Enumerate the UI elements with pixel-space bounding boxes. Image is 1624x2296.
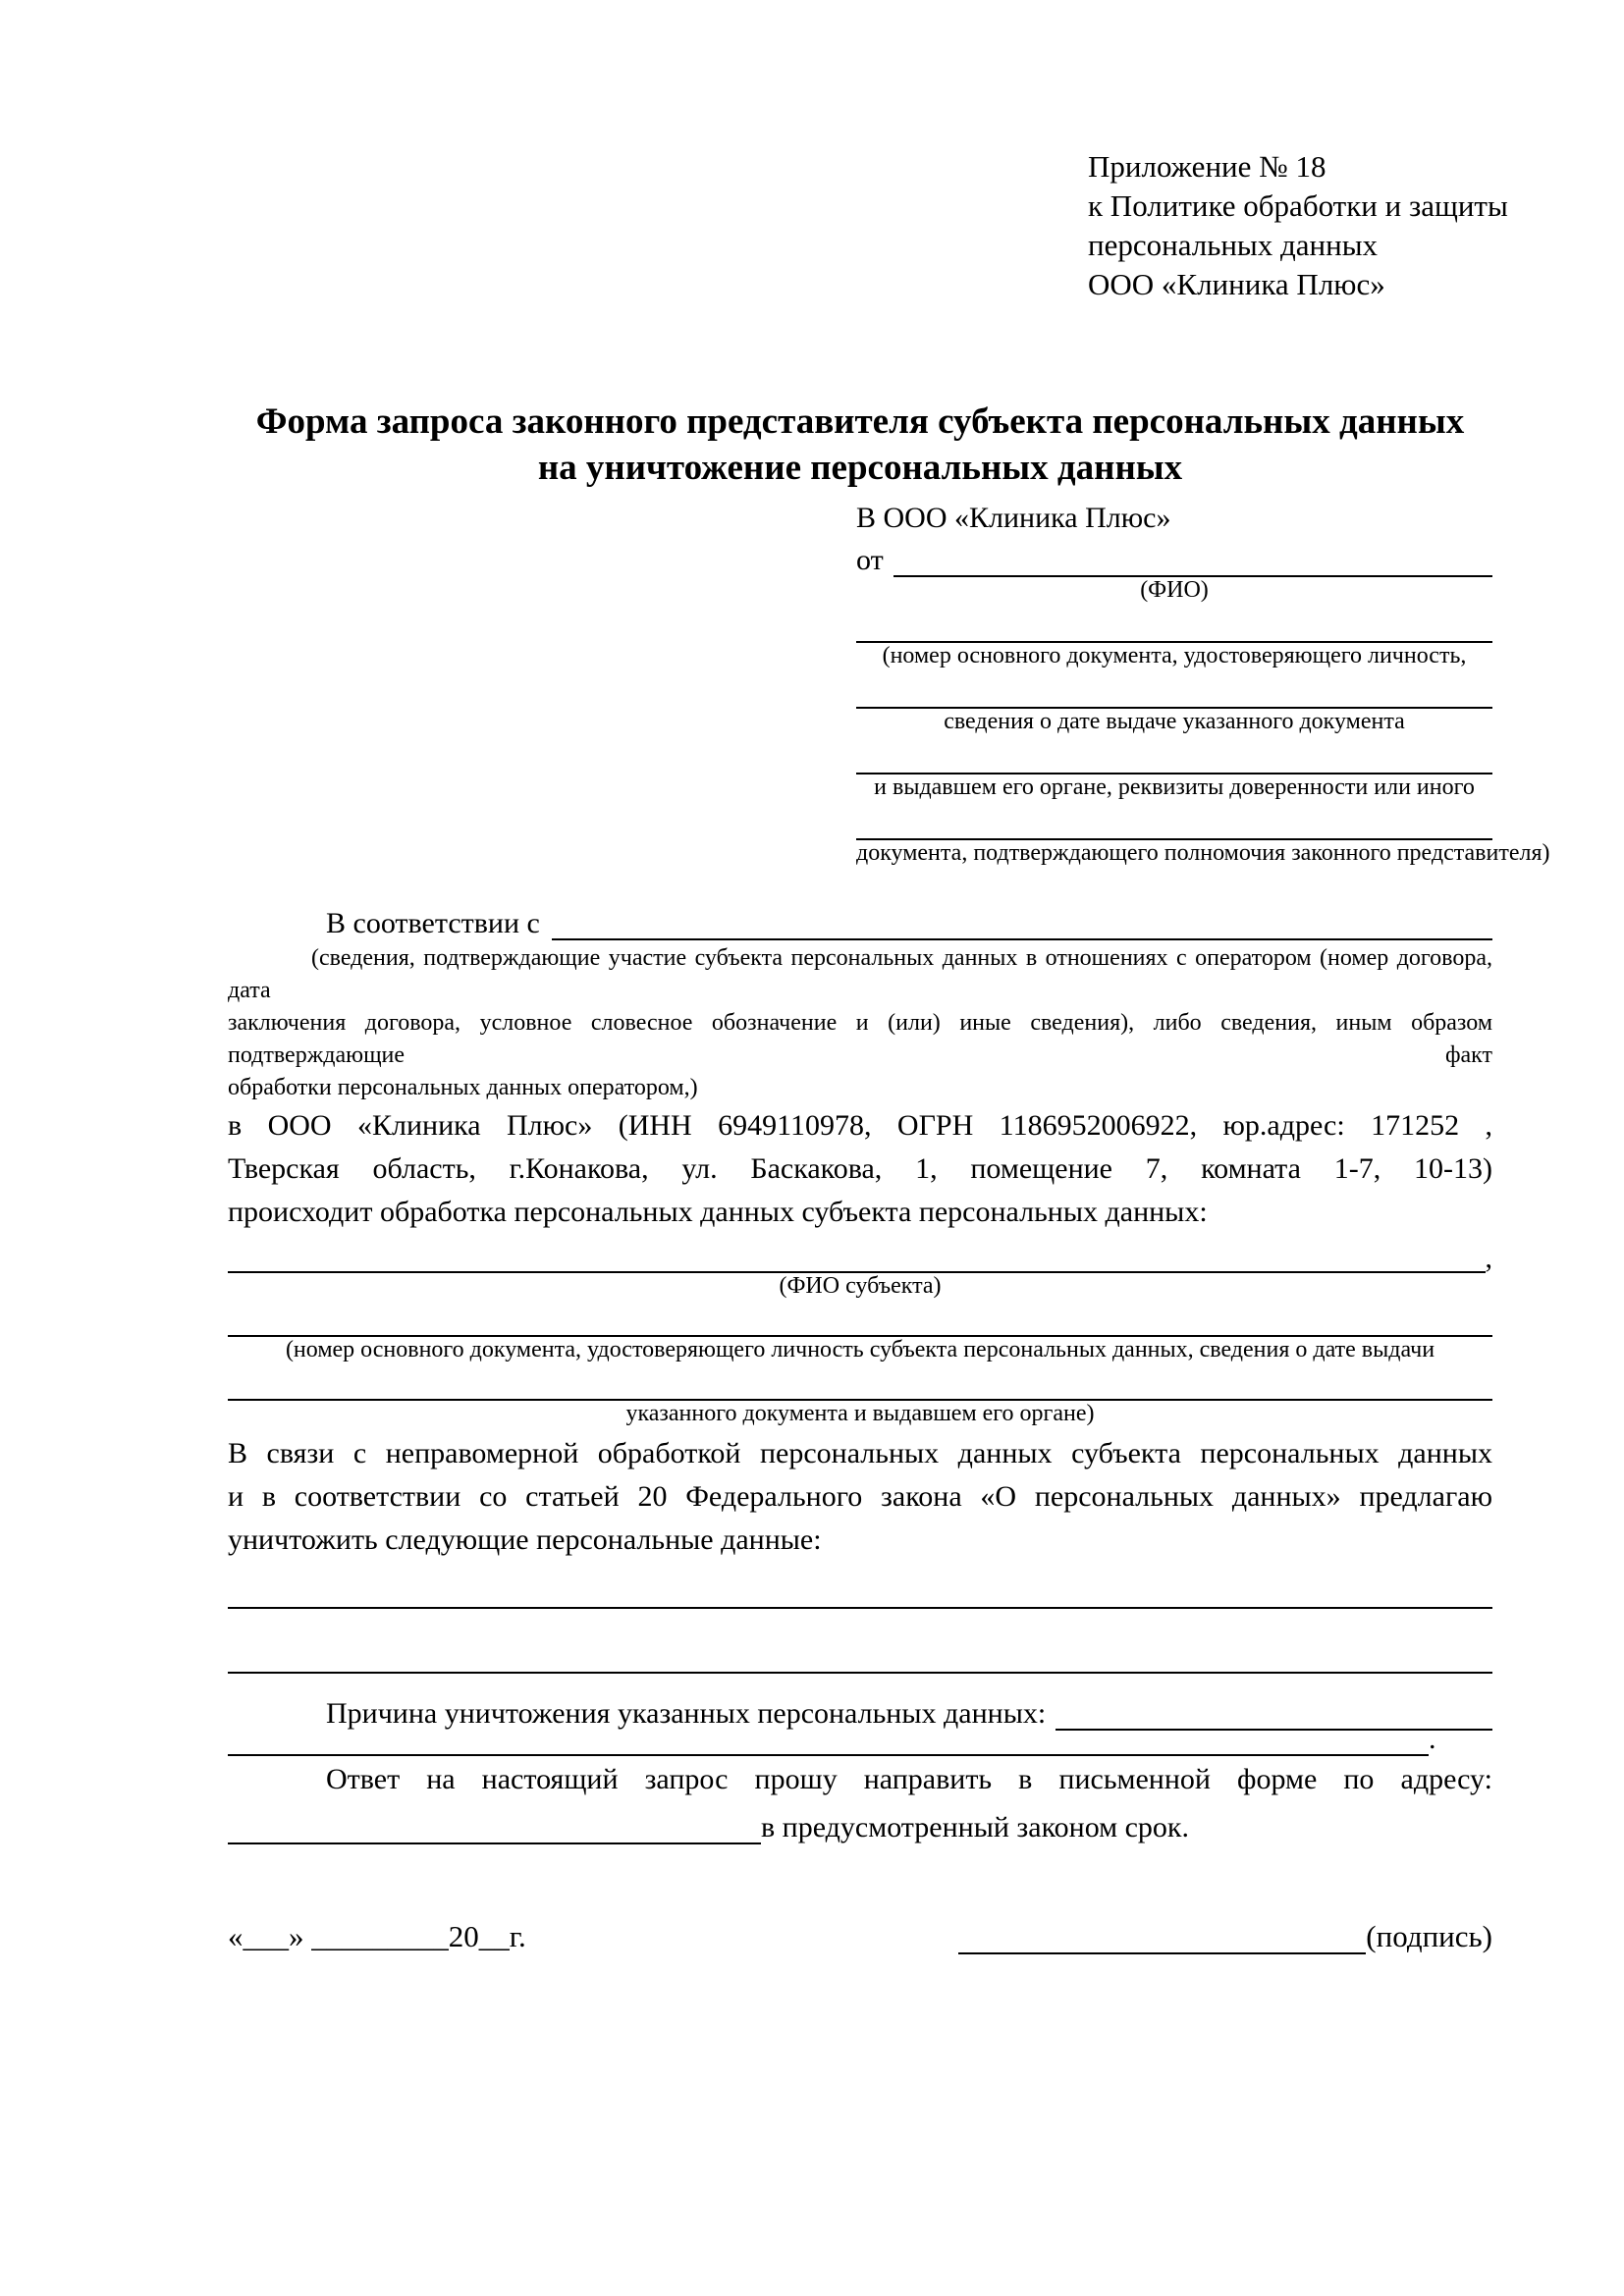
- title-line-1: Форма запроса законного представителя субъекта персональных данных: [255, 401, 1465, 442]
- according-blank-line: [552, 938, 1492, 940]
- signature-caption: (подпись): [1366, 1919, 1492, 1953]
- reason-continuation-blank-line: [228, 1729, 1429, 1756]
- reply-tail-text: в предусмотренный законом срок.: [761, 1811, 1189, 1843]
- issuing-authority-blank-line: [856, 734, 1492, 774]
- subject-fio-row: [228, 1234, 1492, 1273]
- from-row: [856, 538, 1492, 577]
- footnote-line-3: обработки персональных данных оператором,): [228, 1075, 698, 1100]
- according-row: [228, 897, 1492, 940]
- subject-document-caption-1: (номер основного документа, удостоверяющего личность субъекта персональных данных, сведения о дате выдачи: [285, 1337, 1435, 1362]
- addressee-organization: В ООО «Клиника Плюс»: [856, 502, 1171, 534]
- date-line: «___» _________20__г.: [228, 1919, 526, 1953]
- according-label: В соответствии с: [326, 907, 540, 939]
- issuing-authority-caption: и выдавшем его органе, реквизиты доверенности или иного: [874, 774, 1475, 800]
- footnote-line-2: заключения договора, условное словесное обозначение и (или) иные сведения), либо сведения, иным образом подтверждающие факт: [228, 1010, 1492, 1068]
- operator-line-1: в ООО «Клиника Плюс» (ИНН 6949110978, ОГРН 1186952006922, юр.адрес: 171252 ,: [228, 1109, 1492, 1142]
- reason-label: Причина уничтожения указанных персональных данных:: [326, 1697, 1047, 1730]
- demand-line-1: В связи с неправомерной обработкой персональных данных субъекта персональных данных: [228, 1437, 1492, 1469]
- reason-row: [228, 1685, 1492, 1731]
- subject-document-blank-line-2: [228, 1362, 1492, 1401]
- reply-paragraph: Ответ на настоящий запрос прошу направить в письменной форме по адресу:: [326, 1763, 1492, 1795]
- from-label: от: [856, 544, 884, 576]
- signature-blank-line: [958, 1919, 1366, 1954]
- reason-period: .: [1429, 1723, 1436, 1755]
- subject-fio-caption: (ФИО субъекта): [779, 1273, 942, 1299]
- subject-document-caption-2: указанного документа и выдавшем его органе): [625, 1401, 1095, 1426]
- reason-continuation-row: [228, 1723, 1492, 1756]
- appendix-header: [1088, 147, 1508, 304]
- issue-date-blank-line: [856, 668, 1492, 709]
- appendix-organization: ООО «Клиника Плюс»: [1088, 267, 1385, 301]
- reply-address-blank-line: [228, 1799, 761, 1844]
- according-footnote: [228, 942, 1492, 1104]
- issue-date-caption: сведения о дате выдаче указанного документа: [944, 709, 1405, 734]
- document-title: [228, 399, 1492, 491]
- document-number-blank-line: [856, 603, 1492, 643]
- representative-authority-caption: документа, подтверждающего полномочия законного представителя): [856, 840, 1550, 866]
- operator-line-3: происходит обработка персональных данных субъекта персональных данных:: [228, 1196, 1208, 1228]
- fio-caption: (ФИО): [1140, 577, 1209, 603]
- demand-paragraph: [228, 1432, 1492, 1562]
- appendix-policy-line2: персональных данных: [1088, 228, 1379, 262]
- appendix-policy-line: к Политике обработки и защиты: [1088, 188, 1508, 223]
- subject-document-blank-line: [228, 1299, 1492, 1337]
- demand-line-2: и в соответствии со статьей 20 Федерального закона «О персональных данных» предлагаю: [228, 1480, 1492, 1513]
- demand-line-3: уничтожить следующие персональные данные:: [228, 1523, 822, 1556]
- signature-block: [958, 1919, 1492, 1954]
- subject-fio-comma: ,: [1485, 1242, 1492, 1274]
- reply-address-row: [228, 1801, 1492, 1844]
- addressee-block: [856, 499, 1550, 866]
- operator-line-2: Тверская область, г.Конакова, ул. Баскакова, 1, помещение 7, комната 1-7, 10-13): [228, 1152, 1492, 1185]
- data-to-destroy-blank-line-2: [228, 1609, 1492, 1674]
- document-body: [228, 897, 1492, 1844]
- footer-row: [228, 1919, 1492, 1954]
- footnote-line-1: (сведения, подтверждающие участие субъекта персональных данных в отношениях с оператором (номер договора, дата: [228, 945, 1492, 1003]
- title-line-2: на уничтожение персональных данных: [537, 448, 1183, 488]
- appendix-number: Приложение № 18: [1088, 149, 1326, 184]
- operator-paragraph: [228, 1104, 1492, 1234]
- representative-authority-blank-line: [856, 800, 1492, 840]
- data-to-destroy-blank-line-1: [228, 1562, 1492, 1609]
- document-number-caption: (номер основного документа, удостоверяющего личность,: [882, 643, 1467, 668]
